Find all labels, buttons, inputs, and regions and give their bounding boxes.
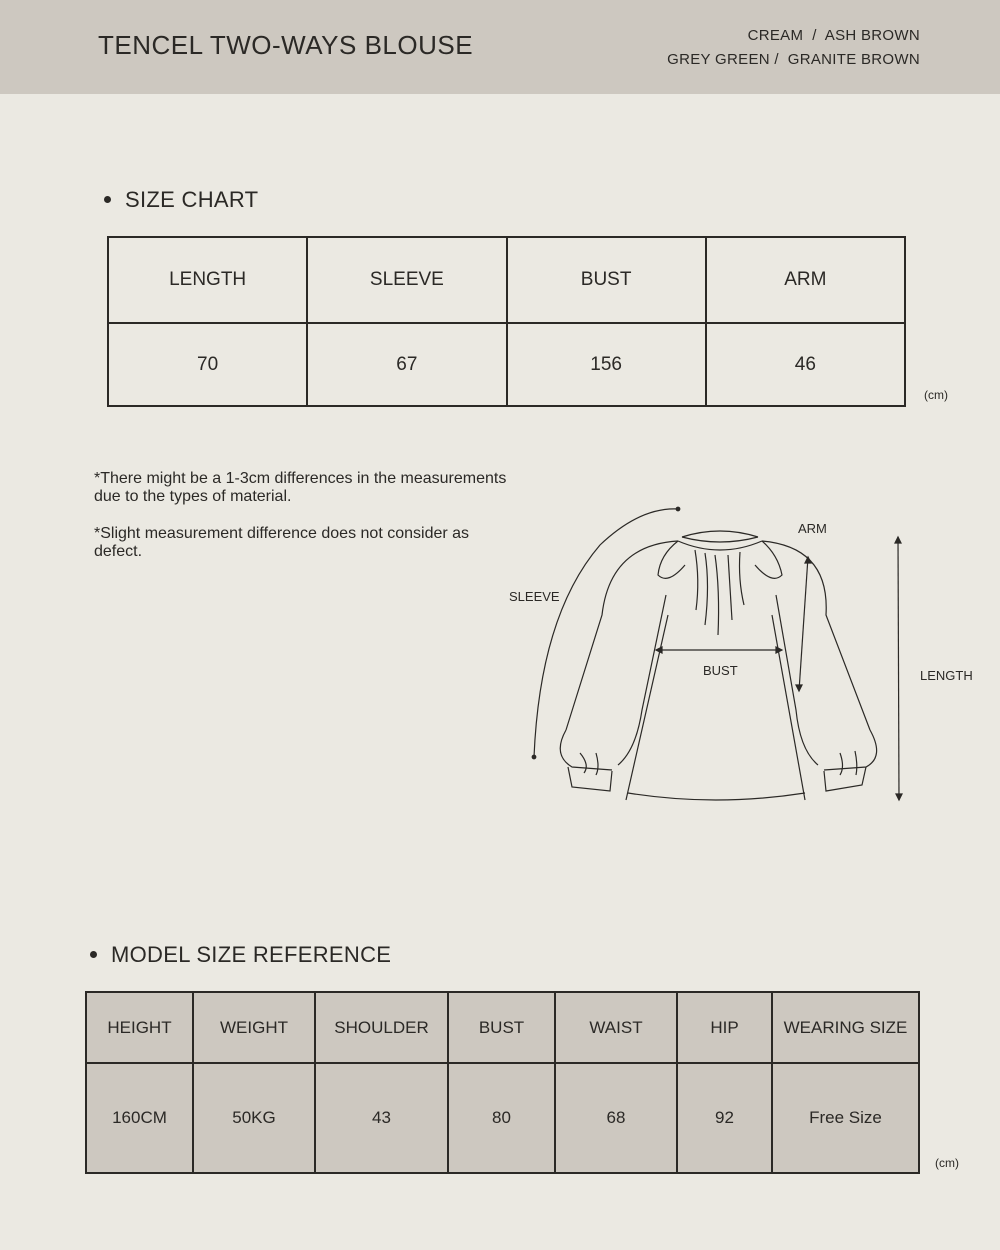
label-length: LENGTH — [920, 668, 973, 683]
header-bust: BUST — [448, 992, 555, 1063]
header-weight: WEIGHT — [193, 992, 315, 1063]
table-row — [108, 323, 905, 406]
value-bust: 80 — [448, 1063, 555, 1173]
header-length: LENGTH — [108, 237, 307, 323]
arm-arrow-bottom — [796, 685, 802, 691]
header-waist: WAIST — [555, 992, 677, 1063]
label-bust: BUST — [703, 663, 738, 678]
length-arrow-top — [895, 537, 901, 543]
length-arrow-bottom — [896, 794, 902, 800]
arm-measure-line — [799, 557, 808, 691]
value-hip: 92 — [677, 1063, 772, 1173]
table-row — [108, 237, 905, 323]
value-waist: 68 — [555, 1063, 677, 1173]
value-sleeve: 67 — [307, 323, 506, 406]
bullet-icon — [104, 196, 111, 203]
size-chart-unit: (cm) — [924, 388, 948, 402]
value-weight: 50KG — [193, 1063, 315, 1173]
model-size-heading — [90, 942, 391, 968]
blouse-diagram — [500, 495, 1000, 815]
measurement-lines — [532, 507, 902, 800]
label-sleeve: SLEEVE — [509, 589, 560, 604]
header-wearing-size: WEARING SIZE — [772, 992, 919, 1063]
product-title: TENCEL TWO-WAYS BLOUSE — [98, 30, 474, 60]
value-bust: 156 — [507, 323, 706, 406]
header-arm: ARM — [706, 237, 905, 323]
size-chart-heading — [104, 187, 258, 213]
header-height: HEIGHT — [86, 992, 193, 1063]
table-row — [86, 1063, 919, 1173]
header-bar — [0, 0, 1000, 94]
model-size-title: MODEL SIZE REFERENCE — [111, 942, 392, 967]
value-length: 70 — [108, 323, 307, 406]
header-sleeve: SLEEVE — [307, 237, 506, 323]
bust-arrow-left — [656, 647, 662, 653]
value-arm: 46 — [706, 323, 905, 406]
model-size-table — [85, 991, 920, 1174]
value-shoulder: 43 — [315, 1063, 448, 1173]
bullet-icon — [90, 951, 97, 958]
header-hip: HIP — [677, 992, 772, 1063]
colors-line-1: CREAM / ASH BROWN — [747, 27, 920, 44]
table-row — [86, 992, 919, 1063]
header-shoulder: SHOULDER — [315, 992, 448, 1063]
value-height: 160CM — [86, 1063, 193, 1173]
note-2: *Slight measurement difference does not consider as defect. — [94, 525, 470, 560]
length-measure-line — [898, 537, 899, 800]
sleeve-start-dot — [532, 755, 536, 759]
value-wearing-size: Free Size — [772, 1063, 919, 1173]
color-options — [667, 24, 920, 72]
model-table-unit: (cm) — [935, 1156, 959, 1170]
size-chart-title: SIZE CHART — [125, 187, 259, 212]
bust-arrow-right — [776, 647, 782, 653]
sleeve-end-dot — [676, 507, 680, 511]
arm-arrow-top — [805, 557, 811, 563]
header-bust: BUST — [507, 237, 706, 323]
label-arm: ARM — [798, 521, 827, 536]
measurement-notes — [94, 470, 514, 580]
note-1: *There might be a 1-3cm differences in the measurements due to the types of material. — [94, 470, 507, 505]
sleeve-measure-line — [534, 509, 678, 757]
colors-line-2: GREY GREEN / GRANITE BROWN — [667, 51, 920, 68]
size-chart-table — [107, 236, 906, 407]
